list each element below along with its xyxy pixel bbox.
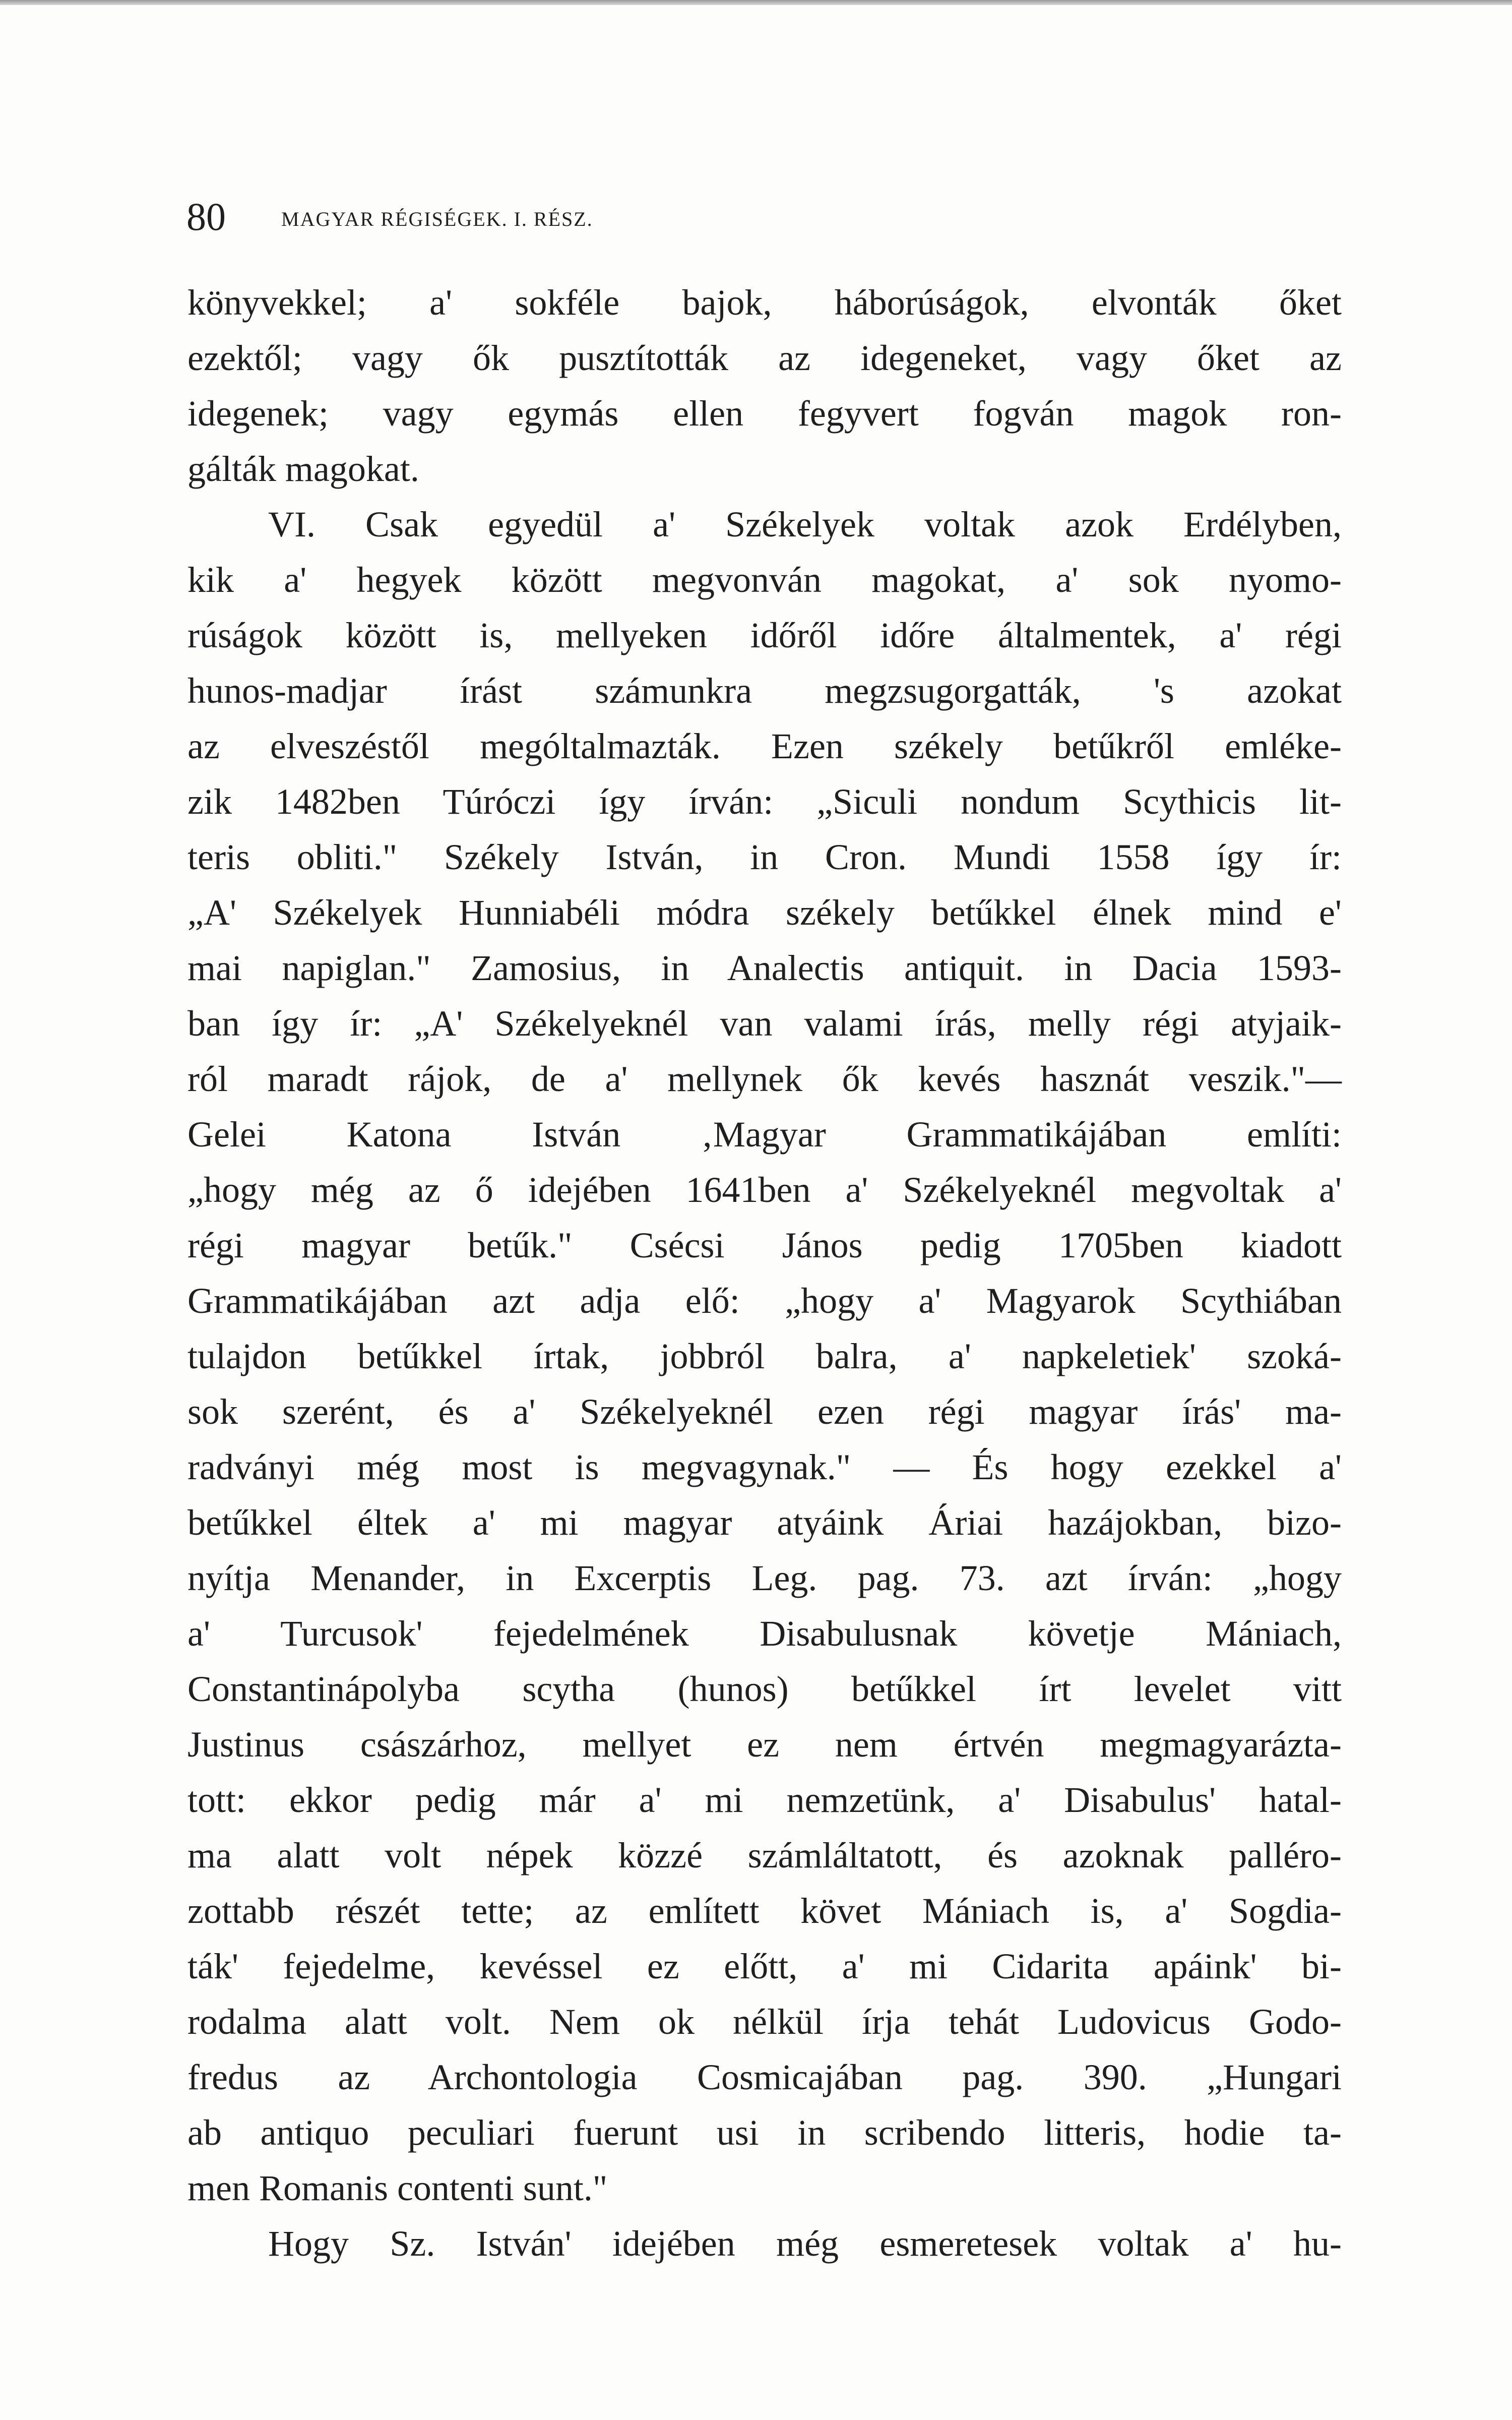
text-line: az elveszéstől mególtalmazták. Ezen székely betűkről emléke- xyxy=(187,726,1342,766)
text-line: ták' fejedelme, kevéssel ez előtt, a' mi Cidarita apáink' bi- xyxy=(187,1946,1342,1986)
text-line: könyvekkel; a' sokféle bajok, háborúságok, elvonták őket xyxy=(187,282,1342,323)
text-line: ról maradt rájok, de a' mellynek ők kevés hasznát veszik."— xyxy=(187,1059,1342,1099)
text-line: ezektől; vagy ők pusztították az idegeneket, vagy őket az xyxy=(187,338,1342,378)
page-number: 80 xyxy=(186,195,226,238)
paragraph-start-line: Hogy Sz. István' idejében még esmeretesek voltak a' hu- xyxy=(268,2223,1342,2264)
text-line: Constantinápolyba scytha (hunos) betűkkel írt levelet vitt xyxy=(187,1669,1342,1709)
text-line: „A' Székelyek Hunniabéli módra székely betűkkel élnek mind e' xyxy=(187,892,1342,933)
text-line: „hogy még az ő idejében 1641ben a' Székelyeknél megvoltak a' xyxy=(187,1170,1342,1210)
text-line: ban így ír: „A' Székelyeknél van valami írás, melly régi atyjaik- xyxy=(187,1003,1342,1044)
scan-edge xyxy=(0,0,1512,5)
text-line: Justinus császárhoz, mellyet ez nem értvén megmagyarázta- xyxy=(187,1724,1342,1765)
text-line: tulajdon betűkkel írtak, jobbról balra, a' napkeletiek' szoká- xyxy=(187,1336,1342,1376)
text-line: radványi még most is megvagynak." — És hogy ezekkel a' xyxy=(187,1447,1342,1487)
text-line: fredus az Archontologia Cosmicajában pag. 390. „Hungari xyxy=(187,2057,1342,2097)
text-line: rodalma alatt volt. Nem ok nélkül írja tehát Ludovicus Godo- xyxy=(187,2002,1342,2042)
text-line: régi magyar betűk." Csécsi János pedig 1705ben kiadott xyxy=(187,1225,1342,1265)
text-line: hunos-madjar írást számunkra megzsugorgatták, 's azokat xyxy=(187,671,1342,711)
text-line: a' Turcusok' fejedelmének Disabulusnak követje Mániach, xyxy=(187,1613,1342,1654)
text-line: men Romanis contenti sunt." xyxy=(187,2168,608,2208)
text-line: ma alatt volt népek közzé számláltatott, és azoknak palléro- xyxy=(187,1835,1342,1876)
text-line: ab antiquo peculiari fuerunt usi in scribendo litteris, hodie ta- xyxy=(187,2112,1342,2153)
text-line: zik 1482ben Túróczi így írván: „Siculi nondum Scythicis lit- xyxy=(187,781,1342,822)
text-line: rúságok között is, mellyeken időről időre általmentek, a' régi xyxy=(187,615,1342,655)
text-line: Gelei Katona István ‚Magyar Grammatikájában említi: xyxy=(187,1114,1342,1155)
paragraph-start-line: VI. Csak egyedül a' Székelyek voltak azok Erdélyben, xyxy=(268,504,1342,544)
text-line: betűkkel éltek a' mi magyar atyáink Áriai hazájokban, bizo- xyxy=(187,1502,1342,1543)
text-line: tott: ekkor pedig már a' mi nemzetünk, a' Disabulus' hatal- xyxy=(187,1780,1342,1820)
text-line: sok szerént, és a' Székelyeknél ezen régi magyar írás' ma- xyxy=(187,1392,1342,1432)
text-line: nyítja Menander, in Excerptis Leg. pag. 73. azt írván: „hogy xyxy=(187,1558,1342,1598)
running-head: MAGYAR RÉGISÉGEK. I. RÉSZ. xyxy=(281,208,593,230)
text-line: kik a' hegyek között megvonván magokat, a' sok nyomo- xyxy=(187,560,1342,600)
page-header xyxy=(186,192,1336,247)
text-line: idegenek; vagy egymás ellen fegyvert fogván magok ron- xyxy=(187,393,1342,434)
text-line: zottabb részét tette; az említett követ Mániach is, a' Sogdia- xyxy=(187,1891,1342,1931)
text-line: Grammatikájában azt adja elő: „hogy a' Magyarok Scythiában xyxy=(187,1281,1342,1321)
text-line: teris obliti." Székely István, in Cron. Mundi 1558 így ír: xyxy=(187,837,1342,877)
text-line: mai napiglan." Zamosius, in Analectis antiquit. in Dacia 1593- xyxy=(187,948,1342,988)
text-line: gálták magokat. xyxy=(187,449,419,489)
